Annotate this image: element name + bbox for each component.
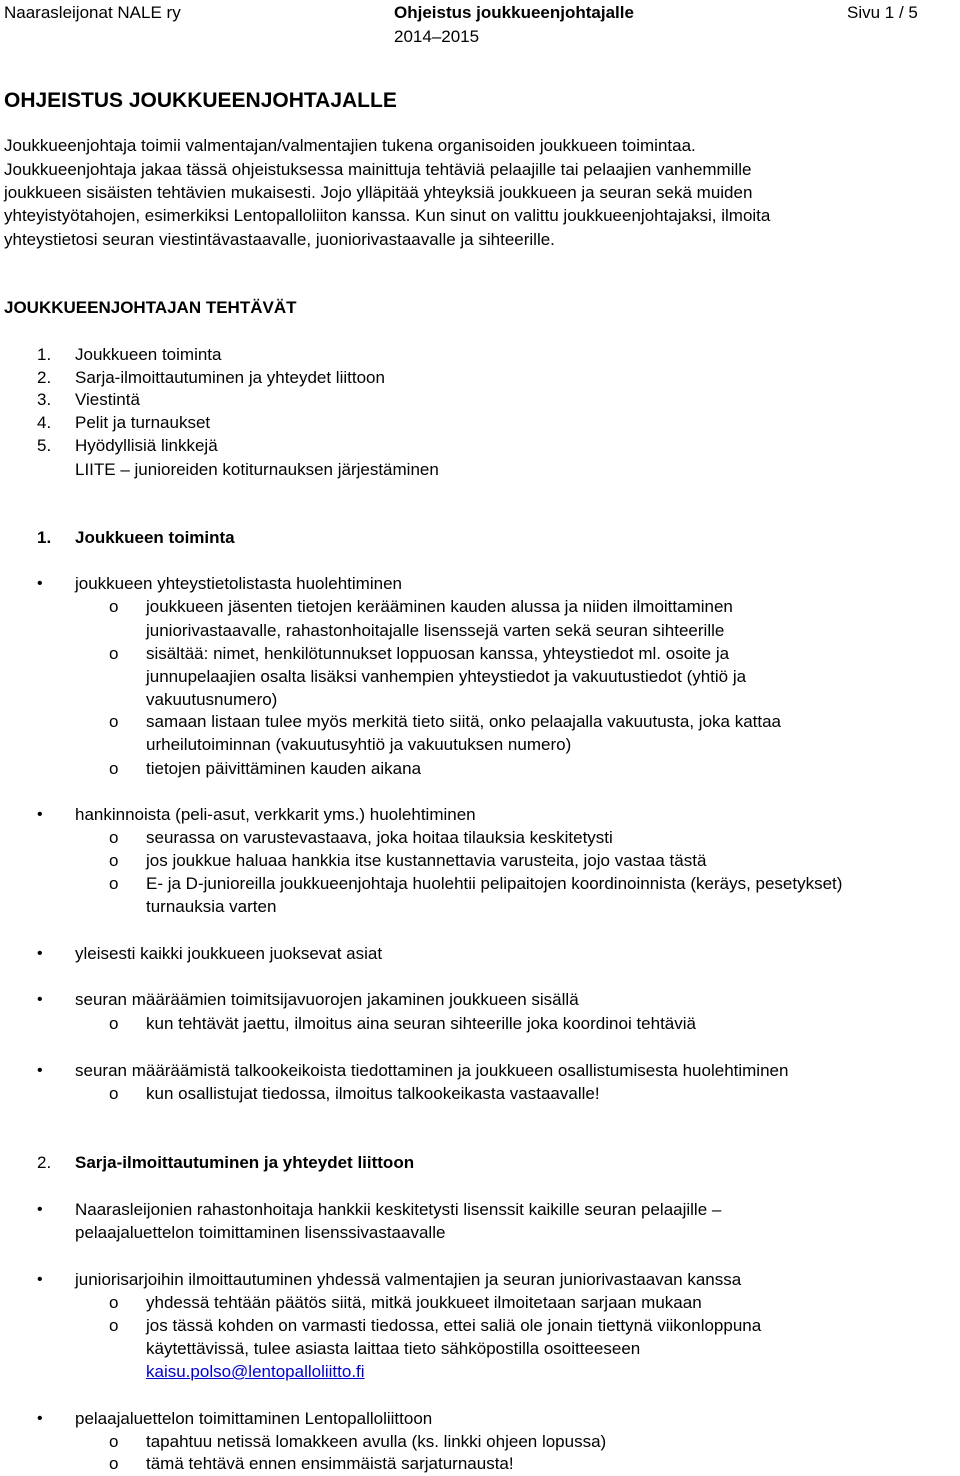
sub-bullet-icon: o [109, 597, 119, 616]
sub-bullet-icon: o [109, 1014, 119, 1033]
list-item: hankinnoista (peli-asut, verkkarit yms.) huolehtiminen [75, 805, 476, 824]
list-item: vakuutusnumero) [146, 690, 278, 709]
list-item: käytettävissä, tulee asiasta laittaa tieto sähköpostilla osoitteeseen [146, 1339, 641, 1358]
toc-item-appendix: LIITE – junioreiden kotiturnauksen järjestäminen [75, 460, 439, 479]
header-org: Naarasleijonat NALE ry [4, 3, 181, 22]
toc-num: 1. [37, 345, 52, 364]
sub-bullet-icon: o [109, 851, 119, 870]
toc-item: Viestintä [75, 390, 140, 409]
sub-bullet-icon: o [109, 1454, 119, 1473]
sub-bullet-icon: o [109, 644, 119, 663]
bullet-icon: • [37, 1271, 43, 1288]
header-years: 2014–2015 [394, 27, 480, 46]
section2-title: Sarja-ilmoittautuminen ja yhteydet liittoon [75, 1153, 415, 1172]
list-item: jos tässä kohden on varmasti tiedossa, ettei saliä ole jonain tiettynä viikonloppuna [146, 1316, 762, 1335]
section1-title: Joukkueen toiminta [75, 528, 235, 547]
list-item: samaan listaan tulee myös merkitä tieto siitä, onko pelaajalla vakuutusta, joka kattaa [146, 712, 782, 731]
list-item: seuran määräämien toimitsijavuorojen jakaminen joukkueen sisällä [75, 990, 579, 1009]
bullet-icon: • [37, 1410, 43, 1427]
sub-bullet-icon: o [109, 1084, 119, 1103]
toc-num: 4. [37, 413, 52, 432]
list-item: seurassa on varustevastaava, joka hoitaa tilauksia keskitetysti [146, 828, 613, 847]
toc-num: 5. [37, 436, 52, 455]
bullet-icon: • [37, 806, 43, 823]
sub-bullet-icon: o [109, 759, 119, 778]
list-item: juniorivastaavalle, rahastonhoitajalle lisenssejä varten sekä seuran sihteerille [146, 621, 725, 640]
toc-item: Pelit ja turnaukset [75, 413, 211, 432]
list-item: juniorisarjoihin ilmoittautuminen yhdessä valmentajien ja seuran juniorivastaavan kanssa [75, 1270, 742, 1289]
list-item: tapahtuu netissä lomakkeen avulla (ks. linkki ohjeen lopussa) [146, 1432, 607, 1451]
header-page-number: Sivu 1 / 5 [847, 3, 918, 22]
list-item: pelaajaluettelon toimittaminen lisenssivastaavalle [75, 1223, 446, 1242]
list-item: urheilutoiminnan (vakuutusyhtiö ja vakuutuksen numero) [146, 735, 572, 754]
bullet-icon: • [37, 575, 43, 592]
bullet-icon: • [37, 945, 43, 962]
list-item: yleisesti kaikki joukkueen juoksevat asiat [75, 944, 383, 963]
sub-bullet-icon: o [109, 874, 119, 893]
toc-item: Hyödyllisiä linkkejä [75, 436, 218, 455]
list-item: jos joukkue haluaa hankkia itse kustannettavia varusteita, jojo vastaa tästä [146, 851, 707, 870]
intro-line-5: yhteystietosi seuran viestintävastaavalle, juoniorivastaavalle ja sihteerille. [4, 230, 555, 249]
list-item: sisältää: nimet, henkilötunnukset loppuosan kanssa, yhteystiedot ml. osoite ja [146, 644, 730, 663]
section2-number: 2. [37, 1153, 52, 1172]
bullet-icon: • [37, 991, 43, 1008]
intro-line-4: yhteyistyötahojen, esimerkiksi Lentopalloliiton kanssa. Kun sinut on valittu joukkueenjohtajaksi, ilmoita [4, 206, 771, 225]
tasks-heading: JOUKKUEENJOHTAJAN TEHTÄVÄT [4, 298, 297, 317]
toc-item: Joukkueen toiminta [75, 345, 222, 364]
sub-bullet-icon: o [109, 1293, 119, 1312]
intro-line-2: Joukkueenjohtaja jakaa tässä ohjeistuksessa mainittuja tehtäviä pelaajille tai pelaajien vanhemmille [4, 160, 752, 179]
list-item: yhdessä tehtään päätös siitä, mitkä joukkueet ilmoitetaan sarjaan mukaan [146, 1293, 702, 1312]
list-item: pelaajaluettelon toimittaminen Lentopalloliittoon [75, 1409, 433, 1428]
toc-item: Sarja-ilmoittautuminen ja yhteydet liittoon [75, 368, 385, 387]
header-doc-title: Ohjeistus joukkueenjohtajalle [394, 3, 634, 22]
bullet-icon: • [37, 1062, 43, 1079]
list-item: joukkueen yhteystietolistasta huolehtiminen [75, 574, 402, 593]
intro-line-3: joukkueen sisäisten tehtävien mukaisesti. Jojo ylläpitää yhteyksiä joukkueen ja seuran sekä muiden [4, 183, 753, 202]
intro-line-1: Joukkueenjohtaja toimii valmentajan/valmentajien tukena organisoiden joukkueen toimintaa. [4, 136, 696, 155]
bullet-icon: • [37, 1201, 43, 1218]
list-item: tämä tehtävä ennen ensimmäistä sarjaturnausta! [146, 1454, 514, 1473]
toc-num: 2. [37, 368, 52, 387]
list-item: kun osallistujat tiedossa, ilmoitus talkookeikasta vastaavalle! [146, 1084, 600, 1103]
list-item: junnupelaajien osalta lisäksi vanhempien yhteystiedot ja vakuutustiedot (yhtiö ja [146, 667, 747, 686]
list-item: Naarasleijonien rahastonhoitaja hankkii keskitetysti lisenssit kaikille seuran pelaajille – [75, 1200, 722, 1219]
email-link[interactable]: kaisu.polso@lentopalloliitto.fi [146, 1362, 365, 1381]
list-item: kun tehtävät jaettu, ilmoitus aina seuran sihteerille joka koordinoi tehtäviä [146, 1014, 696, 1033]
document-title: OHJEISTUS JOUKKUEENJOHTAJALLE [4, 89, 397, 112]
section1-number: 1. [37, 528, 52, 547]
sub-bullet-icon: o [109, 1316, 119, 1335]
sub-bullet-icon: o [109, 712, 119, 731]
list-item: E- ja D-junioreilla joukkueenjohtaja huolehtii pelipaitojen koordinoinnista (keräys, pesetykset) [146, 874, 843, 893]
toc-num: 3. [37, 390, 52, 409]
list-item: seuran määräämistä talkookeikoista tiedottaminen ja joukkueen osallistumisesta huolehtiminen [75, 1061, 789, 1080]
list-item: joukkueen jäsenten tietojen kerääminen kauden alussa ja niiden ilmoittaminen [146, 597, 733, 616]
list-item: turnauksia varten [146, 897, 277, 916]
sub-bullet-icon: o [109, 1432, 119, 1451]
list-item: tietojen päivittäminen kauden aikana [146, 759, 422, 778]
sub-bullet-icon: o [109, 828, 119, 847]
